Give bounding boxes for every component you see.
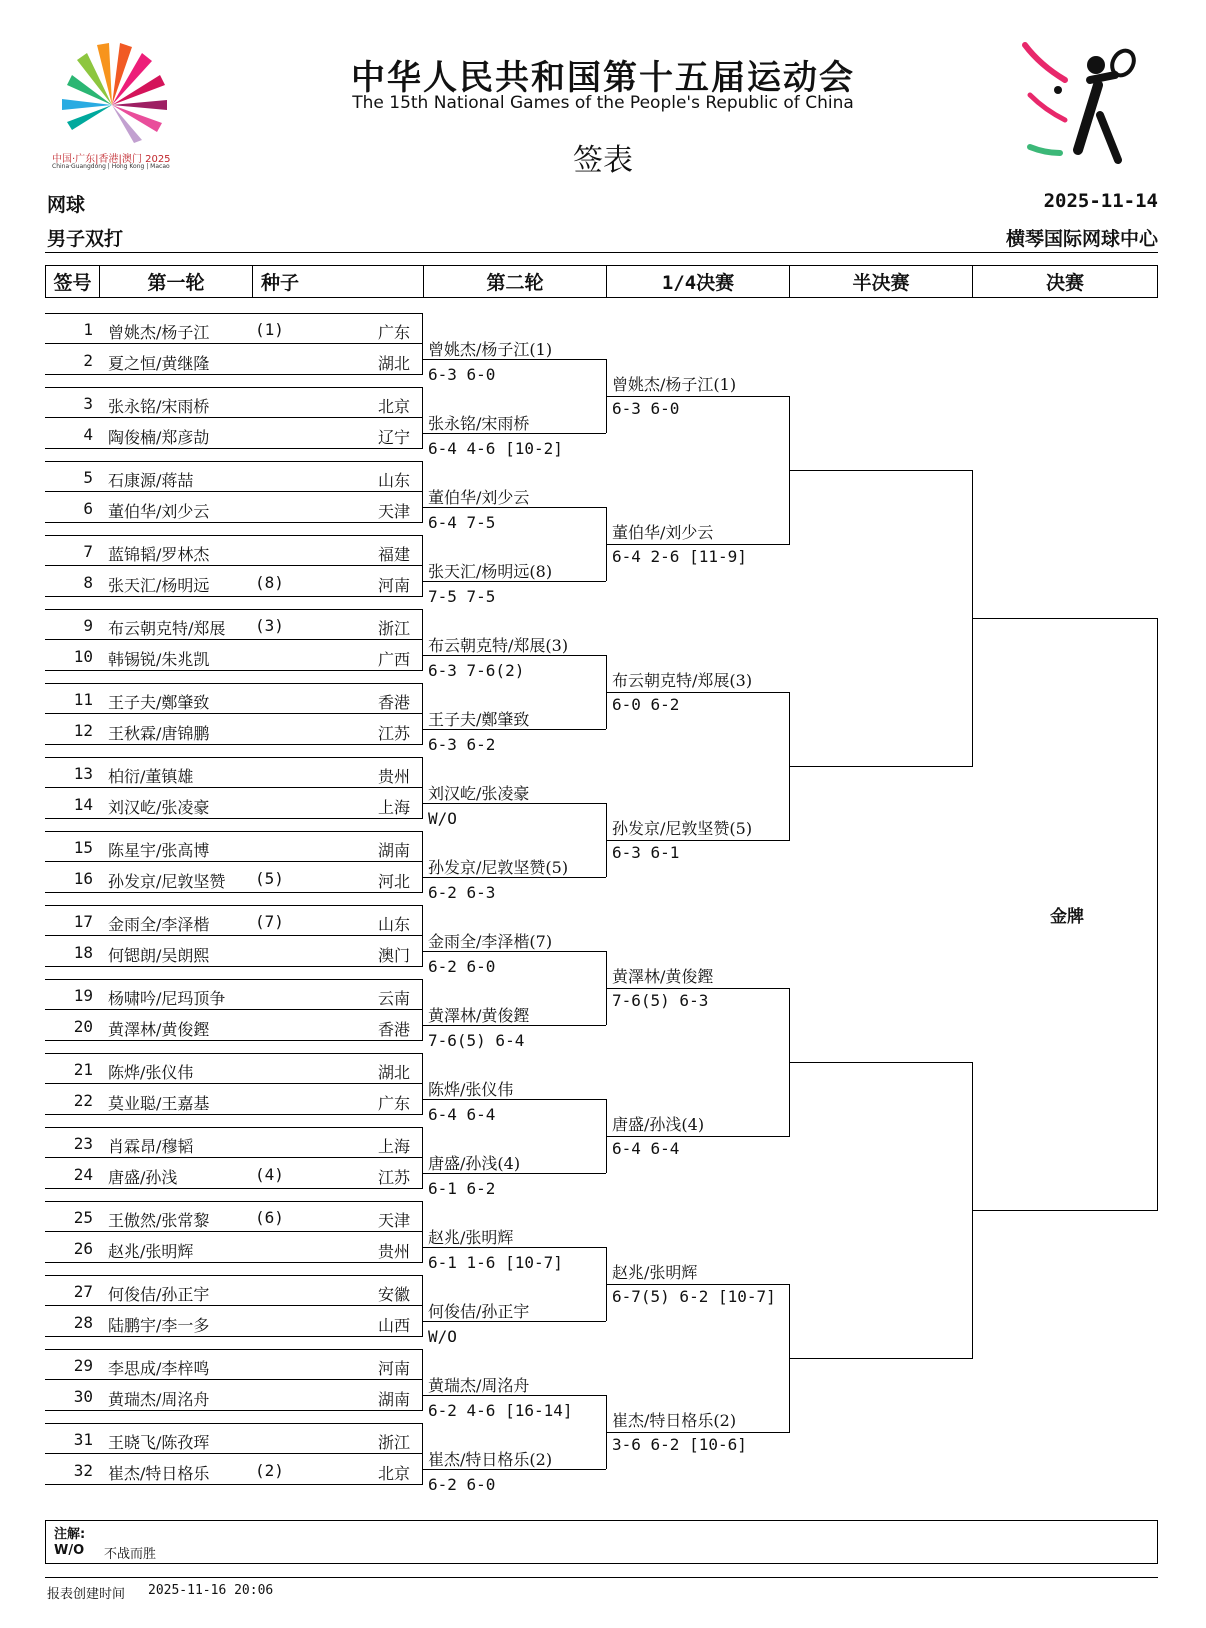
draw-number: 23 [73,1134,93,1153]
region-label: 上海 [378,1137,411,1156]
team-name: 陈星宇/张高博 [108,841,210,860]
seed-label: (8) [255,573,284,592]
bracket-line [45,609,423,610]
bracket-line [45,1484,423,1485]
region-label: 湖南 [378,1390,411,1409]
region-label: 江苏 [378,1168,411,1187]
bracket-line [422,581,606,582]
bracket-line [45,861,423,862]
quarterfinal-score: 3-6 6-2 [10-6] [612,1435,747,1454]
col-header-draw-no: 签号 [45,265,100,298]
team-name: 何锶朗/吴朗熙 [108,946,210,965]
col-header-round1: 第一轮 [99,265,253,298]
bracket-line [45,565,423,566]
bracket-line [45,535,423,536]
region-label: 广西 [378,650,411,669]
draw-number: 30 [73,1387,93,1406]
bracket-line [422,979,423,1040]
bracket-line [422,1053,423,1114]
round2-score: 6-3 6-0 [428,365,496,384]
bracket-line [422,1247,606,1248]
region-label: 浙江 [378,1433,411,1452]
draw-number: 17 [73,912,93,931]
bracket-line [45,935,423,936]
bracket-line [45,639,423,640]
round2-score: W/O [428,1327,457,1346]
quarterfinal-team: 布云朝克特/郑展(3) [612,671,753,690]
region-label: 香港 [378,693,411,712]
draw-number: 28 [73,1313,93,1332]
bracket-line [45,966,423,967]
draw-number: 31 [73,1430,93,1449]
bracket-line [422,951,606,952]
bracket-line [45,596,423,597]
team-name: 张永铭/宋雨桥 [108,397,210,416]
round2-team: 孙发京/尼敦坚赞(5) [428,858,569,877]
quarterfinal-team: 唐盛/孙浅(4) [612,1115,705,1134]
bracket-line [45,683,423,684]
team-name: 金雨全/李泽楷 [108,915,210,934]
bracket-line [606,1284,790,1285]
region-label: 天津 [378,1211,411,1230]
col-header-round2: 第二轮 [423,265,607,298]
bracket-line [45,1127,423,1128]
bracket-line [45,905,423,906]
bracket-line [606,988,790,989]
round2-score: 6-1 1-6 [10-7] [428,1253,563,1272]
team-name: 陆鹏宇/李一多 [108,1316,210,1335]
draw-number: 1 [83,320,93,339]
round2-score: 6-2 4-6 [16-14] [428,1401,573,1420]
sport-label: 网球 [47,194,86,216]
team-name: 柏衍/董镇雄 [108,767,194,786]
team-name: 崔杰/特日格乐 [108,1464,210,1483]
bracket-line [422,1173,606,1174]
team-name: 王晓飞/陈孜珲 [108,1433,210,1452]
event-label: 男子双打 [47,228,124,250]
draw-number: 16 [73,869,93,888]
round2-score: 6-2 6-0 [428,1475,496,1494]
round2-score: 6-2 6-0 [428,957,496,976]
team-name: 蓝锦韬/罗林杰 [108,545,210,564]
bracket-line [45,1262,423,1263]
quarterfinal-team: 黄澤林/黄俊鏗 [612,967,714,986]
round2-score: 6-4 7-5 [428,513,496,532]
round2-score: 6-2 6-3 [428,883,496,902]
draw-number: 8 [83,573,93,592]
bracket-line [45,313,423,314]
bracket-line [45,1114,423,1115]
draw-number: 15 [73,838,93,857]
footer-divider [45,1577,1158,1578]
bracket-line [45,1188,423,1189]
bracket-line [45,670,423,671]
bracket-line [789,1062,973,1063]
region-label: 河南 [378,576,411,595]
team-name: 何俊佶/孙正宇 [108,1285,210,1304]
bracket-line [972,1210,1158,1211]
region-label: 贵州 [378,767,411,786]
region-label: 广东 [378,323,411,342]
bracket-line [789,766,973,767]
col-header-seed: 种子 [252,265,424,298]
bracket-line [422,609,423,670]
logo-subtext: China·Guangdong | Hong Kong | Macao [52,163,170,170]
round2-team: 唐盛/孙浅(4) [428,1154,521,1173]
seed-label: (7) [255,912,284,931]
team-name: 夏之恒/黄继隆 [108,354,210,373]
date-label: 2025-11-14 [1043,190,1158,212]
quarterfinal-score: 7-6(5) 6-3 [612,991,709,1010]
draw-number: 6 [83,499,93,518]
bracket-line [45,1379,423,1380]
notes-abbr: W/O [54,1543,85,1558]
bracket-line [45,1053,423,1054]
round2-score: 6-1 6-2 [428,1179,496,1198]
draw-number: 19 [73,986,93,1005]
round2-score: 7-5 7-5 [428,587,496,606]
round2-team: 王子夫/鄭肇致 [428,710,530,729]
round2-team: 金雨全/李泽楷(7) [428,932,553,951]
region-label: 澳门 [378,946,411,965]
bracket-line [45,522,423,523]
quarterfinal-score: 6-0 6-2 [612,695,680,714]
draw-number: 22 [73,1091,93,1110]
col-header-final: 决赛 [972,265,1158,298]
bracket-line [789,470,973,471]
round2-score: 6-3 7-6(2) [428,661,525,680]
team-name: 韩锡锐/朱兆凯 [108,650,210,669]
round2-team: 布云朝克特/郑展(3) [428,636,569,655]
draw-number: 25 [73,1208,93,1227]
quarterfinal-score: 6-4 6-4 [612,1139,680,1158]
bracket-line [422,1349,423,1410]
draw-number: 14 [73,795,93,814]
round2-team: 张天汇/杨明远(8) [428,562,553,581]
team-name: 陈烨/张仪伟 [108,1063,194,1082]
quarterfinal-team: 孙发京/尼敦坚赞(5) [612,819,753,838]
region-label: 湖北 [378,354,411,373]
bracket-line [972,618,1158,619]
bracket-line [422,905,423,966]
bracket-line [422,683,423,744]
bracket-line [45,1009,423,1010]
bracket-line [45,1349,423,1350]
team-name: 石康源/蒋喆 [108,471,194,490]
seed-label: (3) [255,616,284,635]
footer-created-label: 报表创建时间 [47,1587,126,1602]
bracket-line [422,1469,606,1470]
team-name: 刘汉屹/张凌豪 [108,798,210,817]
team-name: 曾姚杰/杨子江 [108,323,210,342]
page-title: 中华人民共和国第十五届运动会 [351,58,855,98]
round2-score: 7-6(5) 6-4 [428,1031,525,1050]
bracket-line [45,1231,423,1232]
bracket-line [422,877,606,878]
bracket-line [422,433,606,434]
team-name: 唐盛/孙浅 [108,1168,178,1187]
bracket-line [422,1275,423,1336]
team-name: 肖霖昂/穆韬 [108,1137,194,1156]
region-label: 贵州 [378,1242,411,1261]
bracket-line [45,374,423,375]
draw-number: 2 [83,351,93,370]
round2-team: 曾姚杰/杨子江(1) [428,340,553,359]
bracket-line [422,1025,606,1026]
bracket-line [45,448,423,449]
bracket-line [45,713,423,714]
bracket-line [422,1127,423,1188]
bracket-line [45,744,423,745]
region-label: 河北 [378,872,411,891]
bracket-line [45,1157,423,1158]
bracket-line [422,1395,606,1396]
bracket-line [606,692,790,693]
draw-number: 9 [83,616,93,635]
team-name: 黄澤林/黄俊鏗 [108,1020,210,1039]
round2-team: 陈烨/张仪伟 [428,1080,514,1099]
quarterfinal-team: 赵兆/张明辉 [612,1263,698,1282]
notes-title: 注解: [54,1527,86,1542]
bracket-line [1157,618,1158,1210]
team-name: 李思成/李梓鸣 [108,1359,210,1378]
header-divider [45,252,1158,253]
region-label: 香港 [378,1020,411,1039]
team-name: 布云朝克特/郑展 [108,619,226,638]
bracket-line [422,507,606,508]
seed-label: (5) [255,869,284,888]
region-label: 云南 [378,989,411,1008]
team-name: 王秋霖/唐锦鹏 [108,724,210,743]
region-label: 浙江 [378,619,411,638]
bracket-line [422,1201,423,1262]
seed-label: (6) [255,1208,284,1227]
bracket-line [45,417,423,418]
draw-number: 13 [73,764,93,783]
round2-score: 6-4 4-6 [10-2] [428,439,563,458]
bracket-line [422,535,423,596]
bracket-line [45,787,423,788]
draw-number: 27 [73,1282,93,1301]
round2-score: 6-4 6-4 [428,1105,496,1124]
round2-team: 黄澤林/黄俊鏗 [428,1006,530,1025]
bracket-line [45,1453,423,1454]
draw-number: 5 [83,468,93,487]
seed-label: (4) [255,1165,284,1184]
bracket-line [422,831,423,892]
bracket-line [45,1040,423,1041]
seed-label: (1) [255,320,284,339]
team-name: 莫业聪/王嘉基 [108,1094,210,1113]
bracket-line [45,757,423,758]
bracket-line [422,1099,606,1100]
bracket-line [45,818,423,819]
quarterfinal-score: 6-3 6-1 [612,843,680,862]
team-name: 杨啸吟/尼玛顶争 [108,989,226,1008]
round2-team: 赵兆/张明辉 [428,1228,514,1247]
team-name: 黄瑞杰/周洺舟 [108,1390,210,1409]
round2-score: W/O [428,809,457,828]
team-name: 张天汇/杨明远 [108,576,210,595]
region-label: 辽宁 [378,428,411,447]
footer-created-time: 2025-11-16 20:06 [148,1583,274,1598]
venue-label: 横琴国际网球中心 [1005,228,1158,250]
bracket-line [422,729,606,730]
round2-team: 黄瑞杰/周洺舟 [428,1376,530,1395]
draw-number: 18 [73,943,93,962]
team-name: 王子夫/鄭肇致 [108,693,210,712]
round2-team: 崔杰/特日格乐(2) [428,1450,553,1469]
team-name: 赵兆/张明辉 [108,1242,194,1261]
region-label: 北京 [378,397,411,416]
region-label: 山东 [378,915,411,934]
draw-number: 10 [73,647,93,666]
quarterfinal-score: 6-4 2-6 [11-9] [612,547,747,566]
bracket-line [422,313,423,374]
page-subtitle: 签表 [573,143,633,178]
bracket-line [789,1358,973,1359]
region-label: 天津 [378,502,411,521]
bracket-line [606,1136,790,1137]
region-label: 江苏 [378,724,411,743]
region-label: 山东 [378,471,411,490]
notes-box [45,1520,1158,1564]
round2-team: 刘汉屹/张凌豪 [428,784,530,803]
quarterfinal-team: 崔杰/特日格乐(2) [612,1411,737,1430]
draw-number: 3 [83,394,93,413]
draw-number: 24 [73,1165,93,1184]
bracket-line [45,1410,423,1411]
draw-number: 20 [73,1017,93,1036]
col-header-semifinal: 半决赛 [789,265,973,298]
bracket-line [45,387,423,388]
round2-team: 张永铭/宋雨桥 [428,414,530,433]
round2-team: 董伯华/刘少云 [428,488,530,507]
draw-number: 32 [73,1461,93,1480]
region-label: 安徽 [378,1285,411,1304]
quarterfinal-score: 6-3 6-0 [612,399,680,418]
bracket-line [422,359,606,360]
bracket-line [45,491,423,492]
team-name: 王傲然/张常黎 [108,1211,210,1230]
round2-score: 6-3 6-2 [428,735,496,754]
page-title-english: The 15th National Games of the People's Republic of China [352,93,854,113]
quarterfinal-team: 董伯华/刘少云 [612,523,714,542]
bracket-line [422,803,606,804]
bracket-line [422,461,423,522]
bracket-line [45,1305,423,1306]
draw-number: 29 [73,1356,93,1375]
bracket-line [422,757,423,818]
region-label: 北京 [378,1464,411,1483]
bracket-line [45,461,423,462]
team-name: 陶俊楠/郑彦劼 [108,428,210,447]
region-label: 上海 [378,798,411,817]
bracket-line [45,1083,423,1084]
quarterfinal-team: 曾姚杰/杨子江(1) [612,375,737,394]
bracket-line [422,655,606,656]
region-label: 山西 [378,1316,411,1335]
seed-label: (2) [255,1461,284,1480]
col-header-quarterfinal: 1/4决赛 [606,265,790,298]
draw-number: 12 [73,721,93,740]
draw-number: 7 [83,542,93,561]
notes-meaning: 不战而胜 [104,1547,157,1562]
bracket-line [422,1321,606,1322]
bracket-line [422,1423,423,1484]
bracket-line [45,1336,423,1337]
team-name: 董伯华/刘少云 [108,502,210,521]
bracket-line [606,396,790,397]
draw-number: 26 [73,1239,93,1258]
bracket-line [45,831,423,832]
bracket-line [45,343,423,344]
team-name: 孙发京/尼敦坚赞 [108,872,226,891]
bracket-line [45,1201,423,1202]
bracket-line [45,1275,423,1276]
bracket-line [422,387,423,448]
draw-number: 11 [73,690,93,709]
round2-team: 何俊佶/孙正宇 [428,1302,530,1321]
region-label: 福建 [378,545,411,564]
bracket-line [45,979,423,980]
bracket-line [606,840,790,841]
region-label: 湖北 [378,1063,411,1082]
gold-medal-label: 金牌 [1050,907,1084,927]
draw-number: 4 [83,425,93,444]
region-label: 湖南 [378,841,411,860]
region-label: 广东 [378,1094,411,1113]
region-label: 河南 [378,1359,411,1378]
bracket-line [45,892,423,893]
draw-number: 21 [73,1060,93,1079]
logo-text: 中国·广东|香港|澳门 2025 [52,154,171,165]
bracket-line [606,1432,790,1433]
bracket-line [45,1423,423,1424]
bracket-line [606,544,790,545]
quarterfinal-score: 6-7(5) 6-2 [10-7] [612,1287,776,1306]
